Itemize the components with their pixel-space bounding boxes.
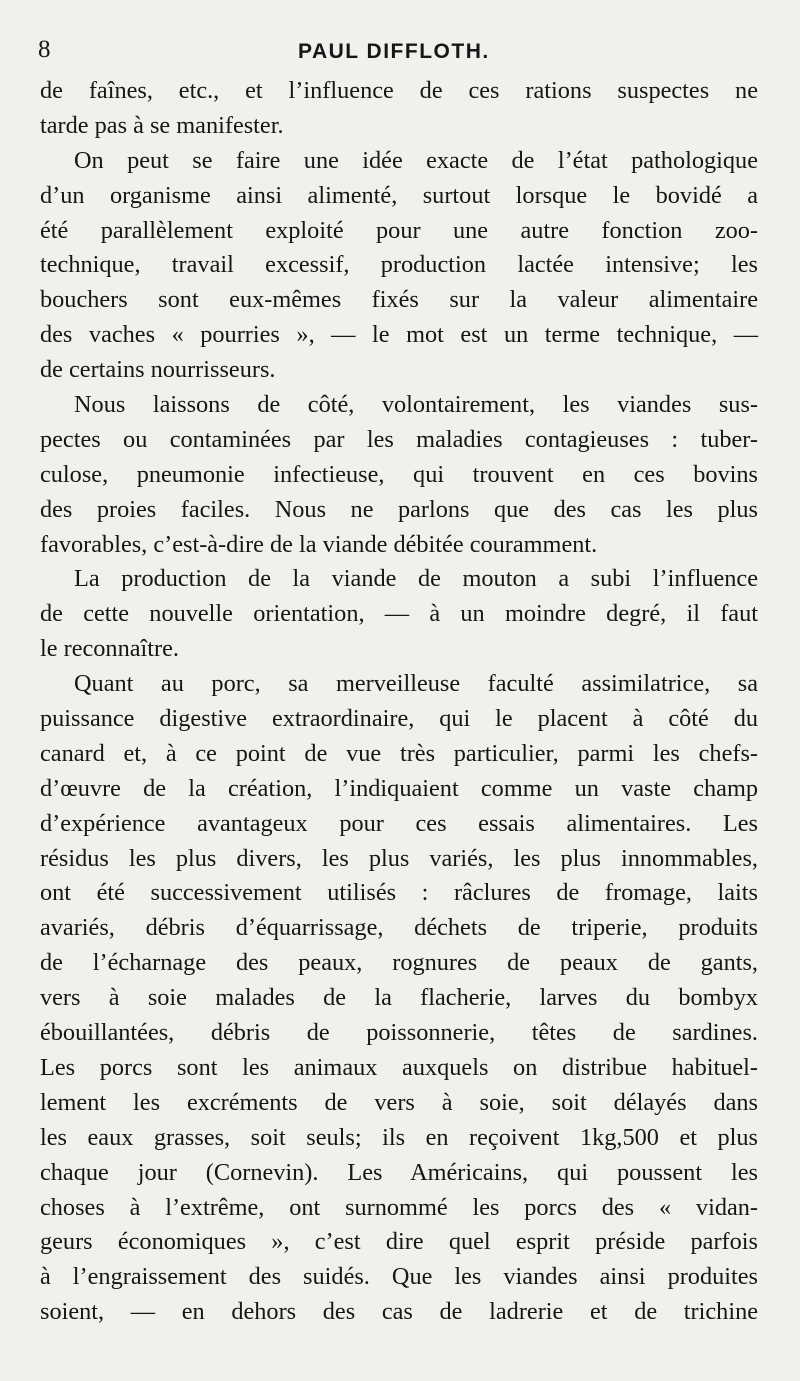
text-line: favorables, c’est-à-dire de la viande débitée couramment.	[40, 530, 598, 558]
text-line: de certains nourrisseurs.	[40, 356, 276, 384]
body-text	[40, 74, 758, 1330]
page-header	[38, 30, 760, 70]
running-head: PAUL DIFFLOTH.	[298, 40, 490, 63]
text-line: soient, — en dehors des cas de ladrerie et de trichine	[40, 1298, 758, 1326]
text-line: vers à soie malades de la flacherie, larves du bombyx	[40, 984, 758, 1012]
text-line: des vaches « pourries », — le mot est un terme technique, —	[40, 321, 758, 349]
text-line: les eaux grasses, soit seuls; ils en reçoivent 1kg,500 et plus	[40, 1123, 758, 1151]
text-line: d’œuvre de la création, l’indiquaient comme un vaste champ	[40, 774, 758, 802]
text-line: été parallèlement exploité pour une autre fonction zoo-	[40, 216, 758, 244]
text-line: geurs économiques », c’est dire quel esprit préside parfois	[40, 1228, 758, 1256]
text-line: tarde pas à se manifester.	[40, 111, 284, 139]
text-line: d’un organisme ainsi alimenté, surtout lorsque le bovidé a	[40, 181, 758, 209]
text-line: technique, travail excessif, production lactée intensive; les	[40, 251, 758, 279]
text-line: On peut se faire une idée exacte de l’état pathologique	[74, 146, 758, 174]
text-line: Les porcs sont les animaux auxquels on distribue habituel-	[40, 1053, 758, 1081]
text-line: La production de la viande de mouton a subi l’influence	[74, 565, 758, 593]
text-line: chaque jour (Cornevin). Les Américains, qui poussent les	[40, 1158, 758, 1186]
text-line: bouchers sont eux-mêmes fixés sur la valeur alimentaire	[40, 286, 758, 314]
text-line: le reconnaître.	[40, 635, 179, 663]
text-line: Nous laissons de côté, volontairement, les viandes sus-	[74, 391, 758, 419]
text-line: résidus les plus divers, les plus variés, les plus innommables,	[40, 844, 758, 872]
text-line: ébouillantées, débris de poissonnerie, têtes de sardines.	[40, 1019, 758, 1047]
text-line: culose, pneumonie infectieuse, qui trouvent en ces bovins	[40, 460, 758, 488]
text-line: avariés, débris d’équarrissage, déchets de triperie, produits	[40, 914, 758, 942]
text-line: de l’écharnage des peaux, rognures de peaux de gants,	[40, 949, 758, 977]
text-line: puissance digestive extraordinaire, qui le placent à côté du	[40, 705, 758, 733]
text-line: pectes ou contaminées par les maladies contagieuses : tuber-	[40, 425, 758, 453]
text-line: lement les excréments de vers à soie, soit délayés dans	[40, 1088, 758, 1116]
text-line: ont été successivement utilisés : râclures de fromage, laits	[40, 879, 758, 907]
text-line: de faînes, etc., et l’influence de ces rations suspectes ne	[40, 77, 758, 104]
text-line: choses à l’extrême, ont surnommé les porcs des « vidan-	[40, 1193, 758, 1221]
page-number: 8	[38, 36, 51, 63]
text-line: Quant au porc, sa merveilleuse faculté assimilatrice, sa	[74, 670, 758, 698]
text-line: de cette nouvelle orientation, — à un moindre degré, il faut	[40, 600, 758, 628]
text-line: à l’engraissement des suidés. Que les viandes ainsi produites	[40, 1263, 758, 1291]
text-line: d’expérience avantageux pour ces essais alimentaires. Les	[40, 809, 758, 837]
text-line: canard et, à ce point de vue très particulier, parmi les chefs-	[40, 739, 758, 767]
text-line: des proies faciles. Nous ne parlons que des cas les plus	[40, 495, 758, 523]
